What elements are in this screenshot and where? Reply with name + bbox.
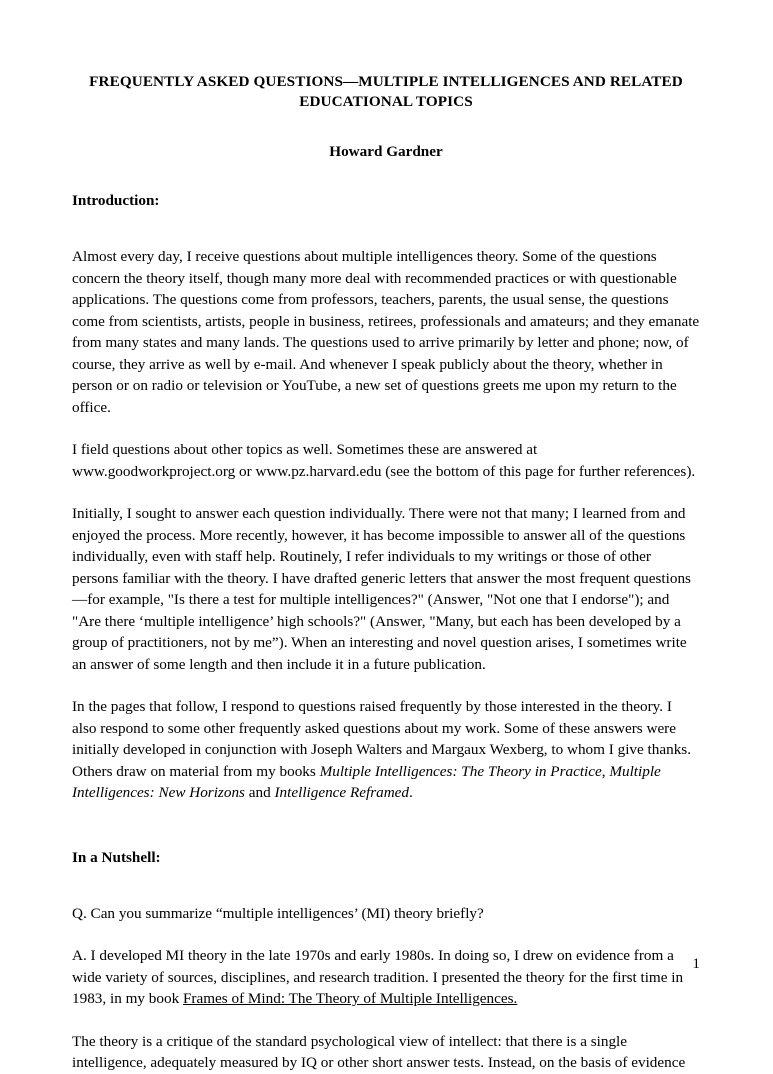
intro-paragraph-4-text-1: In the pages that follow, I respond to questions raised frequently by those interested in the theory. I also respond to some other frequently asked questions about my work. Some of these answers were initially developed in conjunction with Joseph Walters and Margaux Wexberg, to whom I give thanks. Others draw on material from my books: [72, 698, 692, 780]
intro-paragraph-1: Almost every day, I receive questions about multiple intelligences theory. Some of the questions concern the theory itself, though many more deal with recommended practices or with questionable applications. The questions come from professors, teachers, parents, the usual sense, the questions come from scientists, artists, people in business, retirees, professionals and amateurs; and they emanate from many states and many lands. The questions used to arrive primarily by letter and phone; now, of course, they arrive as well by e-mail. And whenever I speak publicly about the theory, whether in person or on radio or television or YouTube, a new set of questions greets me upon my return to the office.: [72, 248, 700, 416]
nutshell-question: Q. Can you summarize “multiple intelligences’ (MI) theory briefly?: [72, 904, 484, 922]
spacer: [72, 482, 700, 503]
section-heading-introduction: Introduction:: [72, 192, 160, 210]
spacer: [72, 804, 700, 849]
intro-paragraph-3: Initially, I sought to answer each question individually. There were not that many; I learned from and enjoyed the process. More recently, however, it has become impossible to answer all of the questions individually, even with staff help. Routinely, I refer individuals to my writings or those of other persons familiar with the theory. I have drafted generic letters that answer the most frequent questions—for example, "Is there a test for multiple intelligences?" (Answer, "Not one that I endorse"); and "Are there ‘multiple intelligence’ high schools?" (Answer, "Many, but each has been developed by a group of practitioners, not by me”). When an interesting and novel question arises, I sometimes write an answer of some length and then include it in a future publication.: [72, 505, 691, 673]
spacer: [72, 924, 700, 945]
section-heading-nutshell: In a Nutshell:: [72, 848, 161, 866]
spacer: [72, 867, 700, 903]
book-title-intelligence-reframed: Intelligence Reframed: [274, 784, 410, 802]
book-title-frames-of-mind: Frames of Mind: The Theory of Multiple Intelligences.: [182, 990, 518, 1008]
book-title-mi-theory-in-practice: Multiple Intelligences: The Theory in Practice: [319, 762, 602, 780]
spacer: [72, 161, 700, 192]
spacer: [72, 418, 700, 439]
spacer: [72, 675, 700, 696]
nutshell-closing-paragraph: The theory is a critique of the standard psychological view of intellect: that there is a single intelligence, adequately measured by IQ or other short answer tests. Instead, on the basis of evidence: [72, 1032, 686, 1072]
nutshell-answer-text: A. I developed MI theory in the late 1970s and early 1980s. In doing so, I drew on evidence from a wide variety of sources, disciplines, and research tradition. I presented the theory for the first time in 1983, in my book: [72, 947, 684, 1008]
intro-paragraph-4-text-3: and: [244, 784, 275, 802]
spacer: [72, 1010, 700, 1031]
intro-paragraph-4: [72, 696, 700, 804]
intro-paragraph-2: I field questions about other topics as well. Sometimes these are answered at www.goodworkproject.org or www.pz.harvard.edu (see the bottom of this page for further references).: [72, 441, 696, 480]
intro-paragraph-4-text-4: .: [409, 784, 413, 802]
author-byline: Howard Gardner: [329, 143, 443, 161]
intro-paragraph-4-text-2: ,: [601, 762, 610, 780]
page-title: FREQUENTLY ASKED QUESTIONS—MULTIPLE INTELLIGENCES AND RELATED EDUCATIONAL TOPICS: [89, 73, 683, 111]
spacer: [72, 210, 700, 246]
page-number: 1: [692, 954, 700, 972]
nutshell-answer: [72, 945, 700, 1010]
book-title-mi-new-horizons: Multiple Intelligences: New Horizons: [72, 762, 661, 802]
